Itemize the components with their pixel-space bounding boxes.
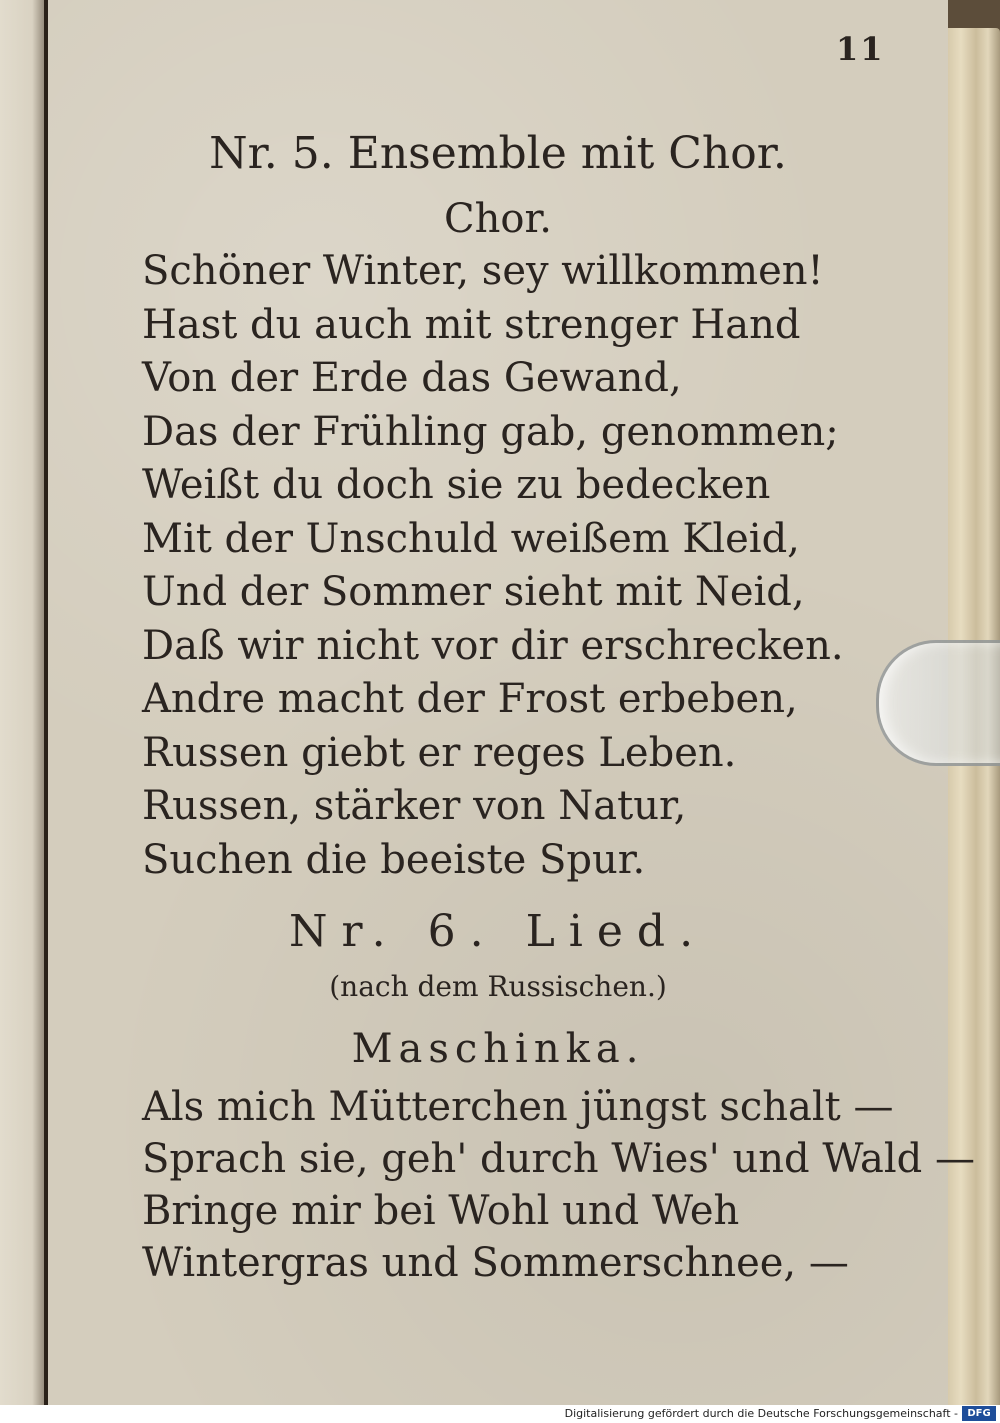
page-clip [876, 640, 1000, 766]
verse-line: Weißt du doch sie zu bedecken [142, 462, 771, 508]
facing-page-edge [0, 0, 46, 1405]
verse-line: Bringe mir bei Wohl und Weh [142, 1188, 740, 1234]
speaker-chor: Chor. [444, 196, 552, 242]
section-subtitle: (nach dem Russischen.) [329, 970, 667, 1003]
verse-line: Daß wir nicht vor dir erschrecken. [142, 622, 844, 669]
verse-line: Russen giebt er reges Leben. [142, 729, 737, 776]
book-page [48, 0, 975, 1405]
verse-line: Sprach sie, geh' durch Wies' und Wald — [142, 1136, 975, 1182]
section-title-nr5: Nr. 5. Ensemble mit Chor. [209, 128, 787, 179]
verse-line: Schöner Winter, sey willkommen! [142, 248, 824, 294]
footer-credit: Digitalisierung gefördert durch die Deutsche Forschungsgemeinschaft - [564, 1407, 958, 1420]
footer-bar [0, 1405, 1000, 1423]
speaker-maschinka: Maschinka. [351, 1026, 645, 1072]
section-title-nr6: Nr. 6. Lied. [288, 906, 708, 957]
verse-line: Als mich Mütterchen jüngst schalt — [142, 1084, 894, 1130]
verse-line: Von der Erde das Gewand, [142, 355, 682, 401]
verse-line: Wintergras und Sommerschnee, — [142, 1240, 849, 1286]
verse-line: Andre macht der Frost erbeben, [142, 676, 798, 722]
verse-line: Und der Sommer sieht mit Neid, [142, 569, 805, 615]
verse-line: Suchen die beeiste Spur. [142, 836, 646, 883]
verse-line: Mit der Unschuld weißem Kleid, [142, 515, 800, 562]
verse-line: Hast du auch mit strenger Hand [142, 301, 801, 348]
verse-line: Russen, stärker von Natur, [142, 783, 687, 829]
verse-line: Das der Frühling gab, genommen; [142, 408, 839, 455]
dfg-logo: DFG [962, 1406, 996, 1421]
page-number: 11 [836, 30, 885, 68]
